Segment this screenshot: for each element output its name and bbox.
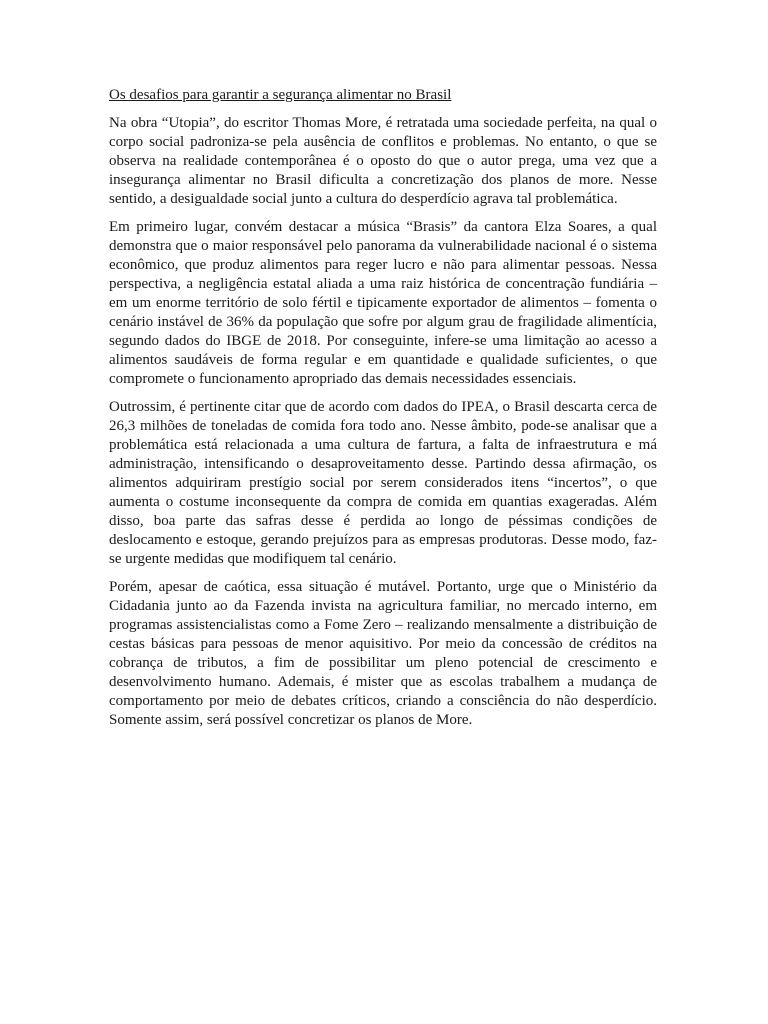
paragraph-development-1: Em primeiro lugar, convém destacar a música “Brasis” da cantora Elza Soares, a qual demonstra que o maior responsável pelo panorama da vulnerabilidade nacional é o sistema econômico, que produz alimentos para reger lucro e não para alimentar pessoas. Nessa perspectiva, a negligência estatal aliada a uma raiz histórica de concentração fundiária – em um enorme território de solo fértil e tipicamente exportador de alimentos – fomenta o cenário instável de 36% da população que sofre por algum grau de fragilidade alimentícia, segundo dados do IBGE de 2018. Por conseguinte, infere-se uma limitação ao acesso a alimentos saudáveis de forma regular e em quantidade e qualidade suficientes, o que compromete o funcionamento apropriado das demais necessidades essenciais.: [109, 219, 657, 387]
document-page: [109, 86, 657, 739]
paragraph-introduction: Na obra “Utopia”, do escritor Thomas More, é retratada uma sociedade perfeita, na qual o corpo social padroniza-se pela ausência de conflitos e problemas. No entanto, o que se observa na realidade contemporânea é o oposto do que o autor prega, uma vez que a insegurança alimentar no Brasil dificulta a concretização dos planos de more. Nesse sentido, a desigualdade social junto a cultura do desperdício agrava tal problemática.: [109, 115, 657, 207]
paragraph-conclusion: Porém, apesar de caótica, essa situação é mutável. Portanto, urge que o Ministério da Cidadania junto ao da Fazenda invista na agricultura familiar, no mercado interno, em programas assistencialistas como a Fome Zero – realizando mensalmente a distribuição de cestas básicas para pessoas de menor aquisitivo. Por meio da concessão de créditos na cobrança de tributos, a fim de possibilitar um pleno potencial de crescimento e desenvolvimento humano. Ademais, é mister que as escolas trabalhem a mudança de comportamento por meio de debates críticos, criando a consciência do não desperdício. Somente assim, será possível concretizar os planos de More.: [109, 579, 657, 728]
document-title: Os desafios para garantir a segurança alimentar no Brasil: [109, 87, 452, 103]
paragraph-development-2: Outrossim, é pertinente citar que de acordo com dados do IPEA, o Brasil descarta cerca de 26,3 milhões de toneladas de comida fora todo ano. Nesse âmbito, pode-se analisar que a problemática está relacionada a uma cultura de fartura, a falta de infraestrutura e má administração, intensificando o desaproveitamento desse. Partindo dessa afirmação, os alimentos adquiriram prestígio social por serem considerados itens “incertos”, o que aumenta o costume inconsequente da compra de comida em quantias exageradas. Além disso, boa parte das safras desse é perdida ao longo de péssimas condições de deslocamento e estoque, gerando prejuízos para as empresas produtoras. Desse modo, faz-se urgente medidas que modifiquem tal cenário.: [109, 399, 657, 567]
